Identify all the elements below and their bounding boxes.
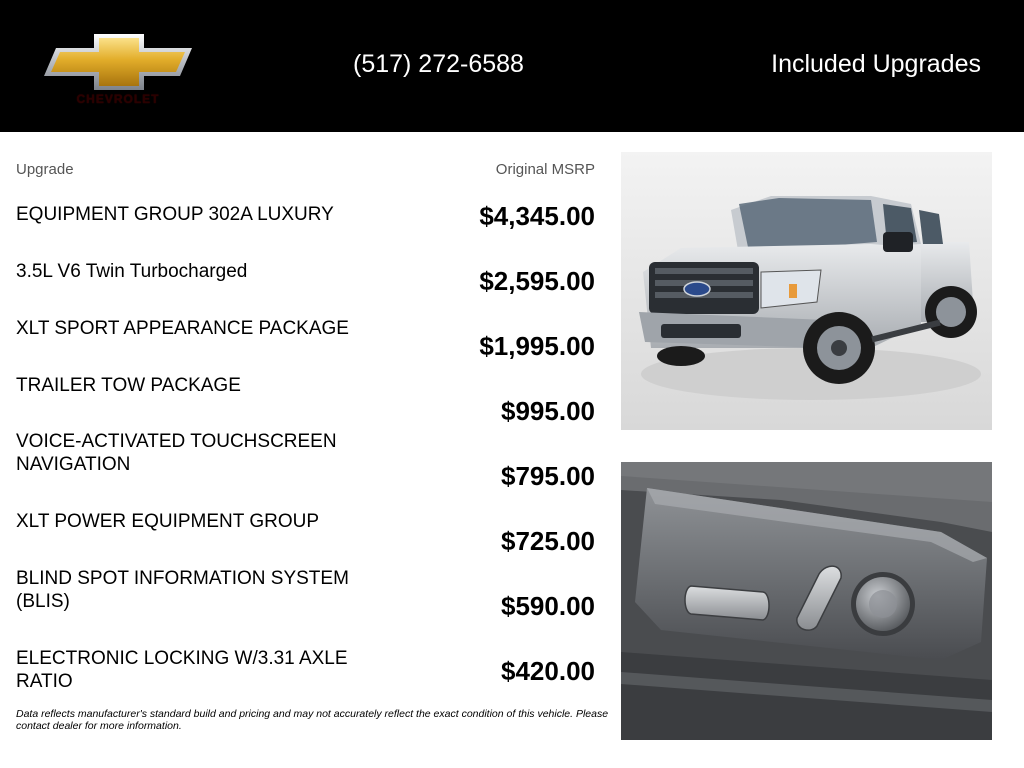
bowtie-icon (44, 34, 192, 90)
upgrade-price: $2,595.00 (479, 266, 595, 296)
interior-photo (621, 462, 992, 740)
pickup-truck-image (621, 152, 992, 430)
vehicle-photo (621, 152, 992, 430)
upgrade-price: $1,995.00 (479, 331, 595, 361)
upgrade-price: $4,345.00 (479, 201, 595, 231)
upgrade-price: $995.00 (501, 396, 595, 426)
upgrade-price: $590.00 (501, 591, 595, 621)
upgrade-name: XLT SPORT APPEARANCE PACKAGE (16, 318, 349, 339)
upgrade-name: BLIND SPOT INFORMATION SYSTEM (BLIS) (16, 568, 349, 612)
column-header-upgrade: Upgrade (16, 161, 74, 178)
dealer-phone[interactable]: (517) 272-6588 (353, 50, 524, 78)
upgrade-name: EQUIPMENT GROUP 302A LUXURY (16, 204, 334, 225)
upgrade-name: XLT POWER EQUIPMENT GROUP (16, 511, 319, 532)
column-header-msrp: Original MSRP (495, 161, 595, 178)
upgrade-name: 3.5L V6 Twin Turbocharged (16, 261, 248, 282)
upgrade-price: $420.00 (501, 656, 595, 686)
upgrade-name: ELECTRONIC LOCKING W/3.31 AXLE RATIO (16, 648, 348, 692)
disclaimer-text: Data reflects manufacturer's standard build and pricing and may not accurately reflect the exact condition of this vehicle. Please contact dealer for more information. (16, 708, 609, 732)
header-bar (0, 0, 1024, 132)
upgrade-name: TRAILER TOW PACKAGE (16, 375, 241, 396)
seat-controls-image (621, 462, 992, 740)
page-title: Included Upgrades (771, 50, 981, 78)
brand-wordmark: CHEVROLET (76, 92, 160, 106)
upgrade-name: VOICE-ACTIVATED TOUCHSCREEN NAVIGATION (16, 431, 337, 475)
upgrade-price: $795.00 (501, 461, 595, 491)
chevrolet-logo[interactable] (44, 34, 192, 110)
upgrade-price: $725.00 (501, 526, 595, 556)
